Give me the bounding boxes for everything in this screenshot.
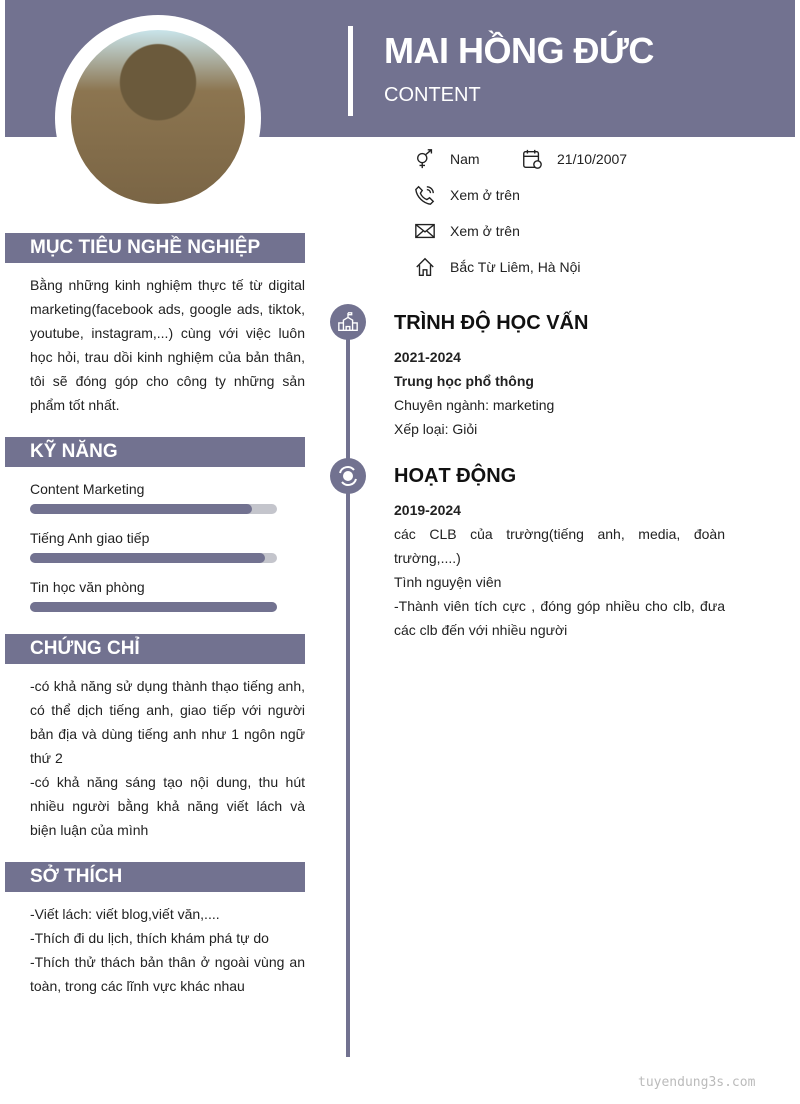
gender: Nam — [450, 151, 480, 167]
timeline-line — [346, 320, 350, 1057]
email: Xem ở trên — [450, 223, 520, 239]
education-details — [394, 345, 725, 441]
hobbies-text — [30, 902, 305, 998]
section-education-title: TRÌNH ĐỘ HỌC VẤN — [394, 312, 589, 334]
gender-icon — [414, 148, 436, 170]
education-major: Chuyên ngành: marketing — [394, 397, 555, 413]
education-school: Trung học phổ thông — [394, 373, 534, 389]
cert-line: -có khả năng sáng tạo nội dung, thu hút nhiều người bằng khả năng viết lách và biện luận của mình — [30, 774, 305, 838]
activities-period: 2019-2024 — [394, 502, 461, 518]
phone: Xem ở trên — [450, 187, 520, 203]
activity-line: Tình nguyện viên — [394, 574, 502, 590]
activities-details — [394, 498, 725, 642]
address-row — [414, 256, 581, 278]
email-row — [414, 220, 520, 242]
email-icon — [414, 220, 436, 242]
education-period: 2021-2024 — [394, 349, 461, 365]
objective-text: Bằng những kinh nghiệm thực tế từ digital marketing(facebook ads, google ads, tiktok, youtube, instagram,...) cùng với việc luôn học hỏi, trau dồi kinh nghiệm của bản thân, tôi sẽ đóng góp cho công ty những sản phẩm tốt nhất. — [30, 277, 305, 413]
section-activities-title: HOẠT ĐỘNG — [394, 465, 517, 487]
calendar-icon — [521, 148, 543, 170]
gender-row — [414, 148, 480, 170]
section-objective-title: MỤC TIÊU NGHỀ NGHIỆP — [5, 233, 305, 263]
dob-row — [521, 148, 627, 170]
section-certs-title: CHỨNG CHỈ — [5, 634, 305, 664]
education-grade: Xếp loại: Giỏi — [394, 421, 478, 437]
phone-row — [414, 184, 520, 206]
home-icon — [414, 256, 436, 278]
dob: 21/10/2007 — [557, 151, 628, 167]
candidate-role: CONTENT — [384, 84, 481, 106]
skill-bar — [30, 553, 277, 563]
section-skills-title: KỸ NĂNG — [5, 437, 305, 467]
skill-bar-fill — [30, 602, 277, 612]
activity-line: -Thành viên tích cực , đóng góp nhiều cho clb, đưa các clb đến với nhiều người — [394, 598, 725, 638]
divider — [348, 26, 353, 116]
gear-cycle-icon — [330, 458, 366, 494]
skill-label: Tin học văn phòng — [30, 579, 145, 595]
hobby-line: -Thích thử thách bản thân ở ngoài vùng an toàn, trong các lĩnh vực khác nhau — [30, 954, 305, 994]
hobby-line: -Viết lách: viết blog,viết văn,.... — [30, 906, 220, 922]
cert-line: -có khả năng sử dụng thành thạo tiếng anh, có thể dịch tiếng anh, giao tiếp với người bản địa và dùng tiếng anh như 1 ngôn ngữ thứ 2 — [30, 678, 305, 766]
avatar — [71, 30, 245, 204]
phone-icon — [414, 184, 436, 206]
school-icon — [330, 304, 366, 340]
skill-bar-fill — [30, 553, 265, 563]
activity-line: các CLB của trường(tiếng anh, media, đoàn trường,....) — [394, 526, 725, 566]
skill-bar — [30, 504, 277, 514]
skill-bar-fill — [30, 504, 252, 514]
watermark: tuyendung3s.com — [638, 1075, 756, 1090]
skill-bar — [30, 602, 277, 612]
skill-label: Content Marketing — [30, 481, 145, 497]
certs-text — [30, 674, 305, 842]
section-hobbies-title: SỞ THÍCH — [5, 862, 305, 892]
address: Bắc Từ Liêm, Hà Nội — [450, 259, 581, 275]
candidate-name: MAI HỒNG ĐỨC — [384, 30, 654, 71]
skill-label: Tiếng Anh giao tiếp — [30, 530, 150, 546]
hobby-line: -Thích đi du lịch, thích khám phá tự do — [30, 930, 269, 946]
